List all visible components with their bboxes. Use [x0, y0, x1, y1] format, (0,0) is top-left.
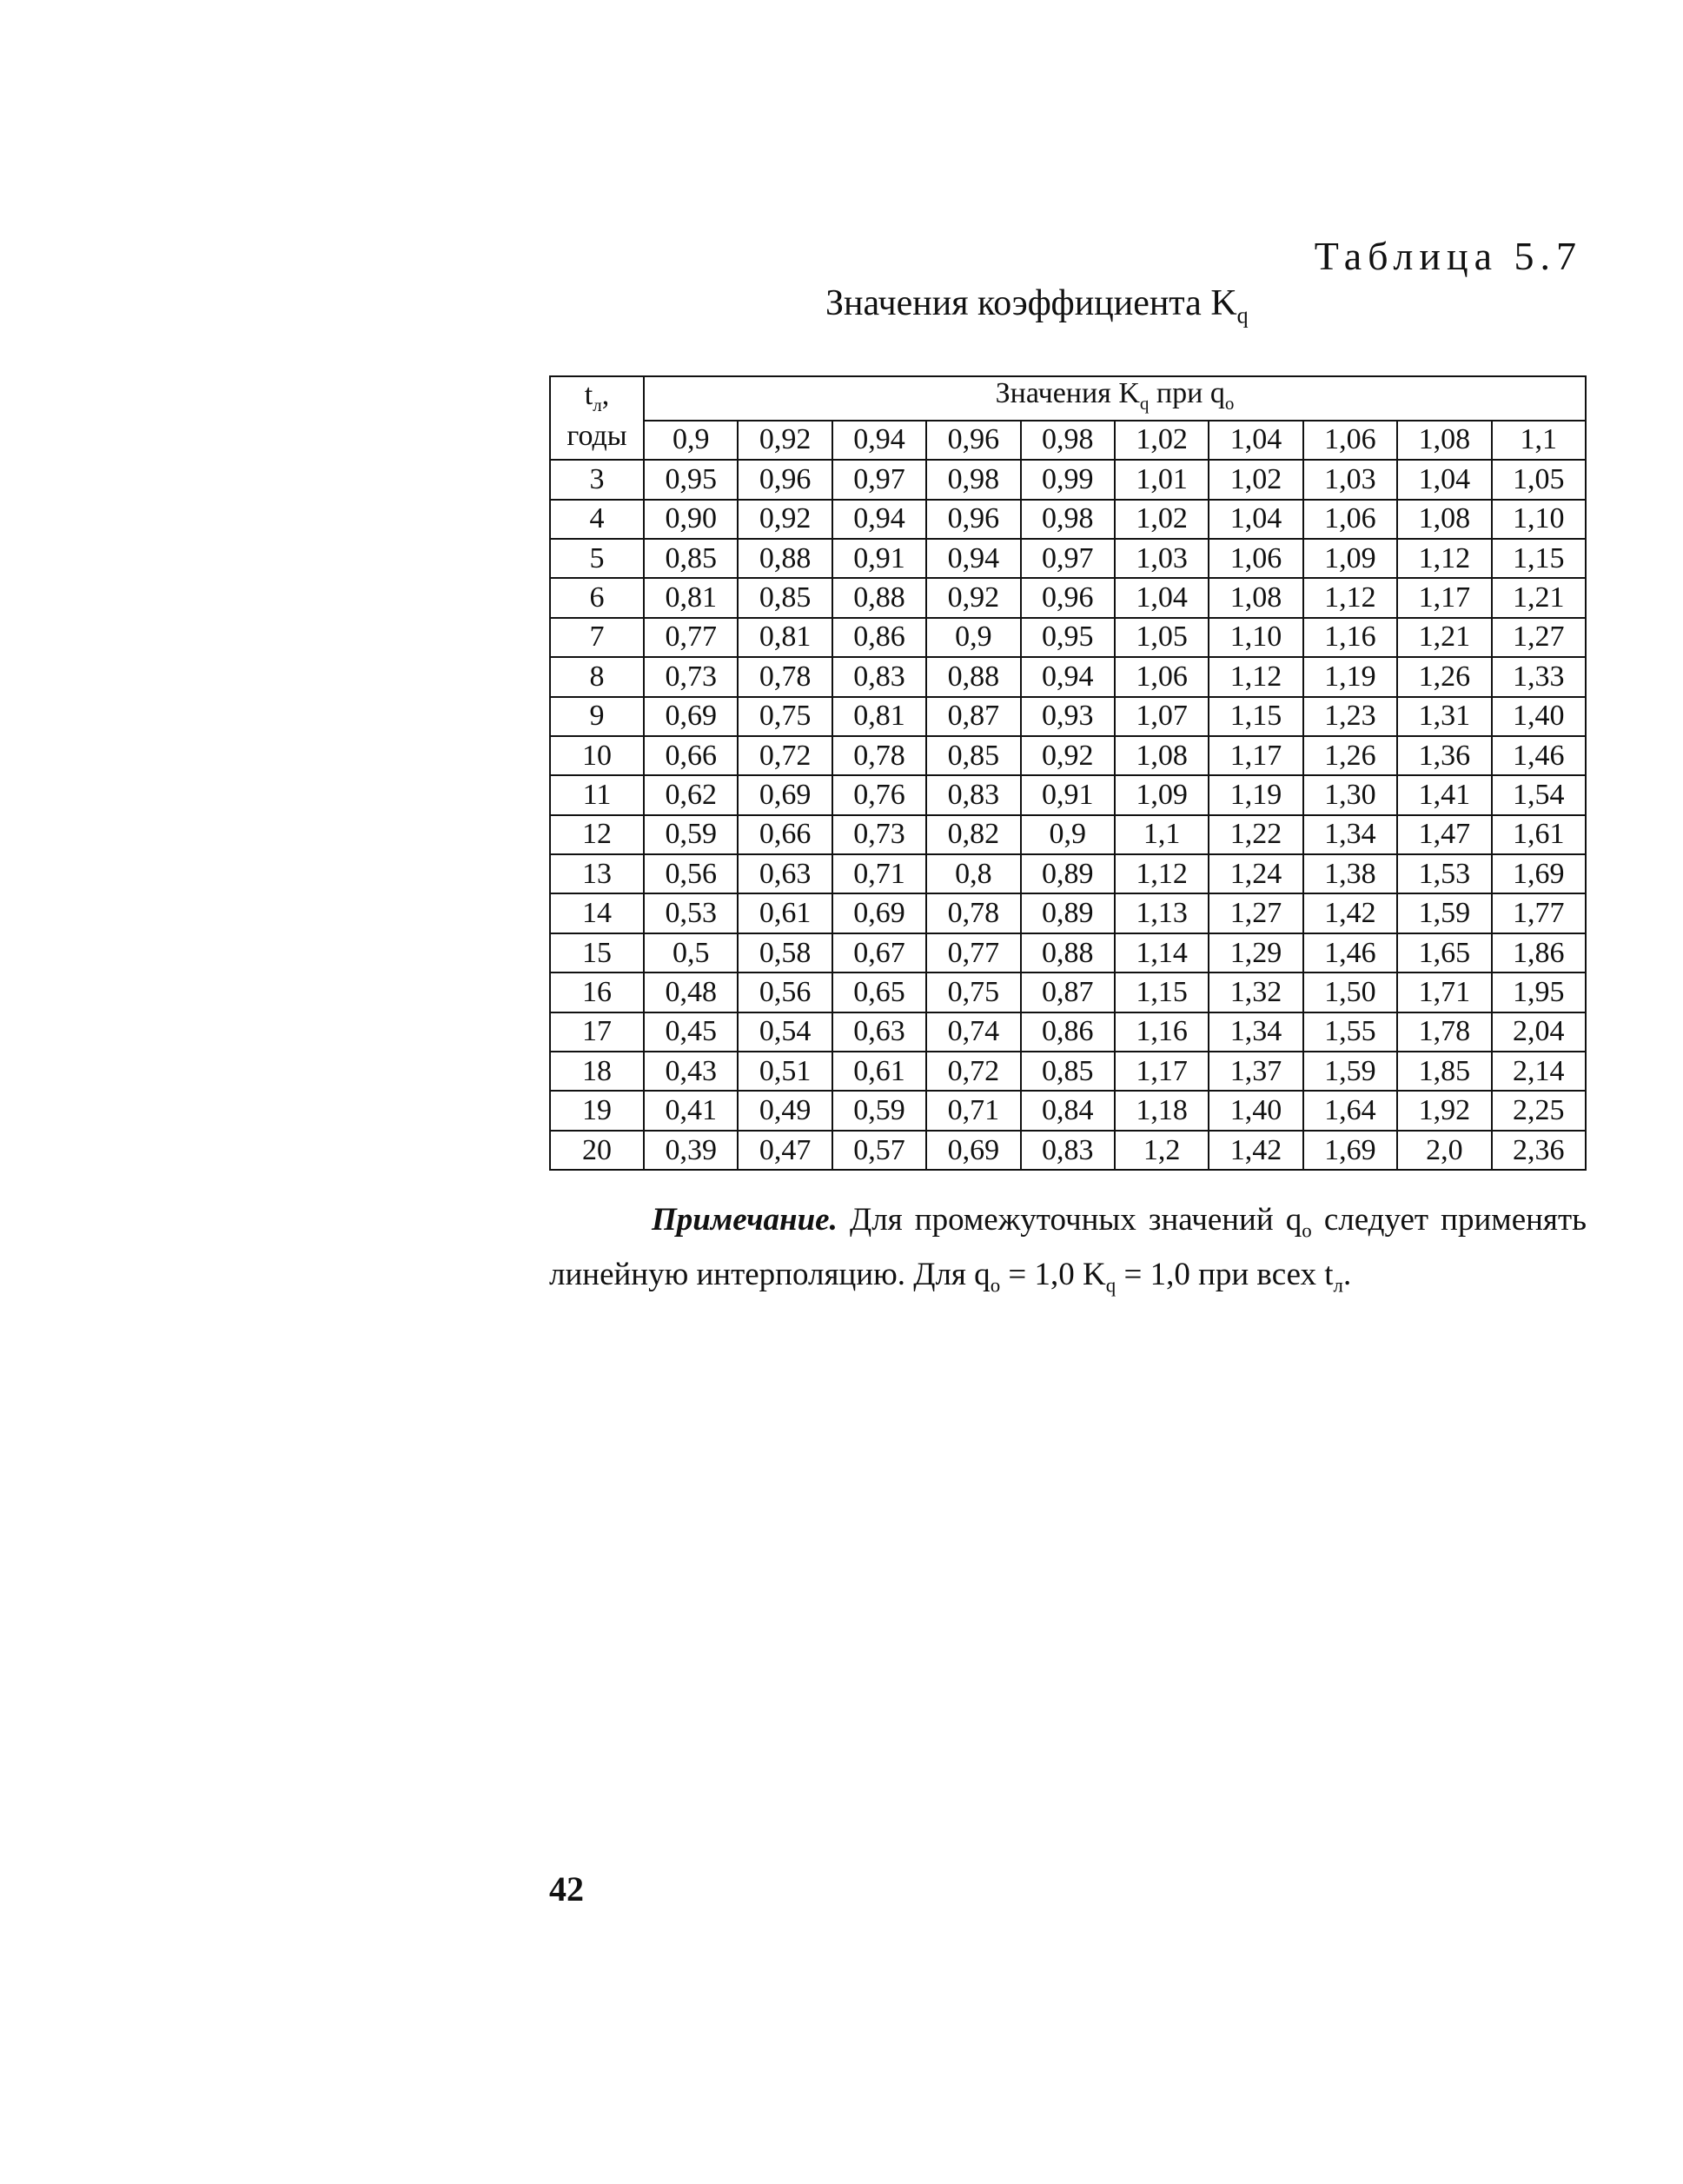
column-header-q0: 0,9 [644, 421, 738, 460]
kq-value-cell: 1,1 [1115, 815, 1209, 854]
table-number: Таблица 5.7 [1314, 234, 1582, 278]
row-years-cell: 8 [550, 657, 644, 696]
kq-value-cell: 0,99 [1021, 460, 1115, 499]
kq-value-cell: 1,34 [1209, 1012, 1302, 1052]
kq-value-cell: 0,69 [832, 893, 926, 933]
kq-value-cell: 0,91 [1021, 775, 1115, 814]
kq-value-cell: 1,36 [1397, 736, 1491, 775]
kq-value-cell: 0,88 [832, 578, 926, 617]
kq-value-cell: 0,67 [832, 933, 926, 973]
group-header-middle: при q [1149, 377, 1225, 409]
kq-value-cell: 0,89 [1021, 893, 1115, 933]
kq-value-cell: 0,98 [1021, 500, 1115, 539]
kq-value-cell: 0,85 [1021, 1052, 1115, 1091]
kq-value-cell: 1,71 [1397, 973, 1491, 1012]
column-header-q0: 0,98 [1021, 421, 1115, 460]
kq-value-cell: 0,81 [738, 618, 832, 657]
kq-value-cell: 0,61 [832, 1052, 926, 1091]
caption-subscript: q [1236, 302, 1249, 329]
kq-value-cell: 1,05 [1115, 618, 1209, 657]
row-years-cell: 15 [550, 933, 644, 973]
kq-value-cell: 1,65 [1397, 933, 1491, 973]
note-sub: q [1105, 1274, 1116, 1297]
kq-value-cell: 1,86 [1492, 933, 1586, 973]
kq-value-cell: 0,92 [1021, 736, 1115, 775]
row-years-cell: 13 [550, 854, 644, 893]
kq-value-cell: 0,73 [644, 657, 738, 696]
note-sub: o [990, 1274, 1001, 1297]
row-years-cell: 11 [550, 775, 644, 814]
kq-value-cell: 0,96 [738, 460, 832, 499]
kq-value-cell: 1,38 [1303, 854, 1397, 893]
column-header-q0: 1,06 [1303, 421, 1397, 460]
kq-value-cell: 1,55 [1303, 1012, 1397, 1052]
note-text: . [1342, 1257, 1352, 1293]
kq-value-cell: 1,21 [1492, 578, 1586, 617]
caption-text: Значения коэффициента K [825, 283, 1237, 323]
note-text: Для промежуточных значений q [837, 1202, 1302, 1238]
kq-value-cell: 1,15 [1209, 697, 1302, 736]
kq-value-cell: 1,19 [1209, 775, 1302, 814]
table-row [550, 1052, 1586, 1091]
row-header-t-sub: л [593, 394, 602, 415]
kq-value-cell: 1,95 [1492, 973, 1586, 1012]
kq-value-cell: 1,15 [1492, 539, 1586, 578]
kq-value-cell: 0,86 [1021, 1012, 1115, 1052]
kq-value-cell: 1,30 [1303, 775, 1397, 814]
column-header-q0: 1,1 [1492, 421, 1586, 460]
kq-value-cell: 1,42 [1209, 1131, 1302, 1170]
kq-value-cell: 0,76 [832, 775, 926, 814]
kq-value-cell: 0,57 [832, 1131, 926, 1170]
kq-value-cell: 1,12 [1115, 854, 1209, 893]
kq-value-cell: 0,72 [926, 1052, 1020, 1091]
kq-value-cell: 1,08 [1115, 736, 1209, 775]
kq-value-cell: 1,22 [1209, 815, 1302, 854]
kq-value-cell: 0,87 [926, 697, 1020, 736]
kq-value-cell: 1,77 [1492, 893, 1586, 933]
kq-value-cell: 1,54 [1492, 775, 1586, 814]
kq-value-cell: 0,81 [832, 697, 926, 736]
kq-value-cell: 1,02 [1209, 460, 1302, 499]
column-header-q0: 0,92 [738, 421, 832, 460]
table-row [550, 500, 1586, 539]
row-header-t: t [584, 379, 593, 411]
kq-value-cell: 1,14 [1115, 933, 1209, 973]
table-caption [825, 282, 1249, 329]
kq-value-cell: 1,69 [1492, 854, 1586, 893]
kq-value-cell: 1,07 [1115, 697, 1209, 736]
row-years-cell: 4 [550, 500, 644, 539]
kq-value-cell: 0,65 [832, 973, 926, 1012]
kq-value-cell: 0,58 [738, 933, 832, 973]
kq-value-cell: 1,18 [1115, 1091, 1209, 1130]
kq-value-cell: 0,86 [832, 618, 926, 657]
kq-value-cell: 1,08 [1209, 578, 1302, 617]
kq-value-cell: 0,92 [926, 578, 1020, 617]
group-header-sub-q: q [1139, 392, 1150, 414]
kq-value-cell: 1,26 [1397, 657, 1491, 696]
kq-value-cell: 2,25 [1492, 1091, 1586, 1130]
kq-value-cell: 1,01 [1115, 460, 1209, 499]
kq-value-cell: 1,06 [1115, 657, 1209, 696]
kq-value-cell: 1,42 [1303, 893, 1397, 933]
kq-value-cell: 0,74 [926, 1012, 1020, 1052]
kq-value-cell: 0,72 [738, 736, 832, 775]
kq-value-cell: 0,39 [644, 1131, 738, 1170]
kq-value-cell: 1,12 [1397, 539, 1491, 578]
kq-value-cell: 0,69 [926, 1131, 1020, 1170]
kq-value-cell: 1,78 [1397, 1012, 1491, 1052]
kq-value-cell: 0,91 [832, 539, 926, 578]
kq-value-cell: 0,82 [926, 815, 1020, 854]
kq-value-cell: 1,47 [1397, 815, 1491, 854]
kq-value-cell: 0,71 [832, 854, 926, 893]
kq-value-cell: 1,19 [1303, 657, 1397, 696]
kq-value-cell: 1,23 [1303, 697, 1397, 736]
kq-value-cell: 1,05 [1492, 460, 1586, 499]
column-header-q0: 0,94 [832, 421, 926, 460]
kq-value-cell: 1,37 [1209, 1052, 1302, 1091]
kq-value-cell: 0,59 [832, 1091, 926, 1130]
kq-value-cell: 0,75 [738, 697, 832, 736]
kq-value-cell: 1,27 [1492, 618, 1586, 657]
row-years-cell: 16 [550, 973, 644, 1012]
row-years-cell: 7 [550, 618, 644, 657]
kq-value-cell: 0,53 [644, 893, 738, 933]
kq-value-cell: 1,59 [1303, 1052, 1397, 1091]
kq-value-cell: 0,95 [1021, 618, 1115, 657]
kq-value-cell: 1,12 [1209, 657, 1302, 696]
kq-value-cell: 0,75 [926, 973, 1020, 1012]
kq-value-cell: 1,26 [1303, 736, 1397, 775]
kq-value-cell: 1,21 [1397, 618, 1491, 657]
kq-value-cell: 0,83 [832, 657, 926, 696]
kq-value-cell: 0,85 [644, 539, 738, 578]
kq-value-cell: 2,14 [1492, 1052, 1586, 1091]
column-header-q0: 0,96 [926, 421, 1020, 460]
kq-value-cell: 0,66 [644, 736, 738, 775]
kq-value-cell: 1,08 [1397, 500, 1491, 539]
kq-value-cell: 0,41 [644, 1091, 738, 1130]
table-row [550, 973, 1586, 1012]
row-years-cell: 18 [550, 1052, 644, 1091]
table-row [550, 618, 1586, 657]
kq-value-cell: 0,96 [1021, 578, 1115, 617]
kq-value-cell: 1,13 [1115, 893, 1209, 933]
kq-value-cell: 1,53 [1397, 854, 1491, 893]
kq-value-cell: 0,9 [1021, 815, 1115, 854]
kq-value-cell: 2,0 [1397, 1131, 1491, 1170]
kq-value-cell: 1,24 [1209, 854, 1302, 893]
kq-value-cell: 0,78 [738, 657, 832, 696]
kq-value-cell: 1,46 [1303, 933, 1397, 973]
kq-value-cell: 0,45 [644, 1012, 738, 1052]
kq-value-cell: 1,92 [1397, 1091, 1491, 1130]
kq-value-cell: 0,88 [1021, 933, 1115, 973]
table-row [550, 697, 1586, 736]
kq-value-cell: 1,31 [1397, 697, 1491, 736]
kq-value-cell: 1,40 [1492, 697, 1586, 736]
kq-value-cell: 1,33 [1492, 657, 1586, 696]
kq-value-cell: 0,51 [738, 1052, 832, 1091]
kq-value-cell: 0,77 [926, 933, 1020, 973]
table-row [550, 657, 1586, 696]
kq-value-cell: 0,89 [1021, 854, 1115, 893]
kq-value-cell: 0,54 [738, 1012, 832, 1052]
kq-value-cell: 0,71 [926, 1091, 1020, 1130]
row-years-cell: 17 [550, 1012, 644, 1052]
group-header [644, 376, 1586, 421]
kq-value-cell: 0,90 [644, 500, 738, 539]
kq-value-cell: 1,17 [1397, 578, 1491, 617]
table-row [550, 1012, 1586, 1052]
kq-value-cell: 1,04 [1397, 460, 1491, 499]
kq-value-cell: 1,12 [1303, 578, 1397, 617]
table-row [550, 815, 1586, 854]
kq-value-cell: 0,97 [1021, 539, 1115, 578]
kq-value-cell: 1,46 [1492, 736, 1586, 775]
kq-value-cell: 0,66 [738, 815, 832, 854]
column-header-q0: 1,02 [1115, 421, 1209, 460]
kq-value-cell: 0,47 [738, 1131, 832, 1170]
row-header-bottom: годы [550, 421, 644, 460]
kq-value-cell: 1,04 [1115, 578, 1209, 617]
row-header-top [550, 376, 644, 421]
header-row-group [550, 376, 1586, 421]
kq-value-cell: 1,27 [1209, 893, 1302, 933]
kq-value-cell: 0,83 [1021, 1131, 1115, 1170]
note-text: = 1,0 при всех t [1116, 1257, 1334, 1293]
kq-value-cell: 0,62 [644, 775, 738, 814]
kq-value-cell: 0,94 [1021, 657, 1115, 696]
kq-value-cell: 1,59 [1397, 893, 1491, 933]
kq-value-cell: 0,56 [738, 973, 832, 1012]
kq-value-cell: 1,03 [1115, 539, 1209, 578]
note-sub: o [1302, 1219, 1312, 1242]
note-text: следует применять линейную интерполяцию. Для q [549, 1202, 1587, 1293]
kq-value-cell: 1,16 [1115, 1012, 1209, 1052]
kq-value-cell: 1,61 [1492, 815, 1586, 854]
kq-value-cell: 0,93 [1021, 697, 1115, 736]
kq-value-cell: 1,16 [1303, 618, 1397, 657]
page-number: 42 [549, 1869, 584, 1909]
kq-value-cell: 0,97 [832, 460, 926, 499]
kq-value-cell: 0,9 [926, 618, 1020, 657]
kq-value-cell: 0,8 [926, 854, 1020, 893]
column-header-q0: 1,08 [1397, 421, 1491, 460]
kq-value-cell: 0,81 [644, 578, 738, 617]
row-years-cell: 3 [550, 460, 644, 499]
note-label: Примечание. [652, 1202, 838, 1238]
kq-value-cell: 0,95 [644, 460, 738, 499]
kq-value-cell: 1,69 [1303, 1131, 1397, 1170]
kq-value-cell: 1,09 [1303, 539, 1397, 578]
row-years-cell: 10 [550, 736, 644, 775]
row-years-cell: 6 [550, 578, 644, 617]
header-row-columns [550, 421, 1586, 460]
table-row [550, 893, 1586, 933]
kq-value-cell: 0,85 [926, 736, 1020, 775]
table-row [550, 460, 1586, 499]
kq-value-cell: 2,04 [1492, 1012, 1586, 1052]
kq-value-cell: 0,48 [644, 973, 738, 1012]
kq-value-cell: 0,94 [926, 539, 1020, 578]
row-years-cell: 19 [550, 1091, 644, 1130]
kq-value-cell: 1,17 [1115, 1052, 1209, 1091]
kq-value-cell: 0,69 [644, 697, 738, 736]
column-header-q0: 1,04 [1209, 421, 1302, 460]
kq-value-cell: 0,49 [738, 1091, 832, 1130]
kq-value-cell: 1,15 [1115, 973, 1209, 1012]
kq-value-cell: 0,63 [832, 1012, 926, 1052]
kq-value-cell: 0,83 [926, 775, 1020, 814]
kq-value-cell: 1,09 [1115, 775, 1209, 814]
kq-value-cell: 1,06 [1209, 539, 1302, 578]
kq-value-cell: 1,64 [1303, 1091, 1397, 1130]
kq-value-cell: 0,77 [644, 618, 738, 657]
kq-value-cell: 0,98 [926, 460, 1020, 499]
table-row [550, 1091, 1586, 1130]
kq-value-cell: 2,36 [1492, 1131, 1586, 1170]
note-paragraph [549, 1198, 1587, 1308]
row-years-cell: 12 [550, 815, 644, 854]
kq-value-cell: 1,06 [1303, 500, 1397, 539]
kq-value-cell: 0,88 [926, 657, 1020, 696]
kq-value-cell: 0,5 [644, 933, 738, 973]
row-header-comma: , [601, 379, 610, 411]
kq-value-cell: 1,85 [1397, 1052, 1491, 1091]
table-row [550, 933, 1586, 973]
kq-value-cell: 0,61 [738, 893, 832, 933]
kq-value-cell: 1,34 [1303, 815, 1397, 854]
kq-value-cell: 0,96 [926, 500, 1020, 539]
table-row [550, 854, 1586, 893]
note-text: = 1,0 K [1000, 1257, 1106, 1293]
kq-value-cell: 0,84 [1021, 1091, 1115, 1130]
kq-table [549, 375, 1587, 1171]
kq-value-cell: 1,10 [1492, 500, 1586, 539]
kq-value-cell: 1,10 [1209, 618, 1302, 657]
kq-value-cell: 1,2 [1115, 1131, 1209, 1170]
group-header-sub-o: o [1224, 392, 1235, 414]
group-header-text: Значения K [995, 377, 1140, 409]
kq-value-cell: 0,78 [926, 893, 1020, 933]
note-sub: л [1333, 1274, 1343, 1297]
kq-value-cell: 0,88 [738, 539, 832, 578]
row-years-cell: 14 [550, 893, 644, 933]
kq-value-cell: 0,78 [832, 736, 926, 775]
kq-value-cell: 0,87 [1021, 973, 1115, 1012]
kq-value-cell: 0,63 [738, 854, 832, 893]
kq-value-cell: 1,03 [1303, 460, 1397, 499]
kq-value-cell: 1,29 [1209, 933, 1302, 973]
kq-value-cell: 1,32 [1209, 973, 1302, 1012]
row-years-cell: 9 [550, 697, 644, 736]
kq-value-cell: 0,85 [738, 578, 832, 617]
kq-value-cell: 0,56 [644, 854, 738, 893]
kq-value-cell: 0,94 [832, 500, 926, 539]
kq-value-cell: 0,69 [738, 775, 832, 814]
table-row [550, 1131, 1586, 1170]
kq-value-cell: 0,92 [738, 500, 832, 539]
kq-value-cell: 1,04 [1209, 500, 1302, 539]
kq-value-cell: 1,40 [1209, 1091, 1302, 1130]
kq-value-cell: 0,73 [832, 815, 926, 854]
table-row [550, 775, 1586, 814]
kq-value-cell: 1,02 [1115, 500, 1209, 539]
table-row [550, 539, 1586, 578]
table-row [550, 736, 1586, 775]
kq-value-cell: 1,41 [1397, 775, 1491, 814]
kq-value-cell: 0,43 [644, 1052, 738, 1091]
row-years-cell: 5 [550, 539, 644, 578]
row-years-cell: 20 [550, 1131, 644, 1170]
table-row [550, 578, 1586, 617]
kq-value-cell: 1,50 [1303, 973, 1397, 1012]
kq-value-cell: 1,17 [1209, 736, 1302, 775]
kq-value-cell: 0,59 [644, 815, 738, 854]
